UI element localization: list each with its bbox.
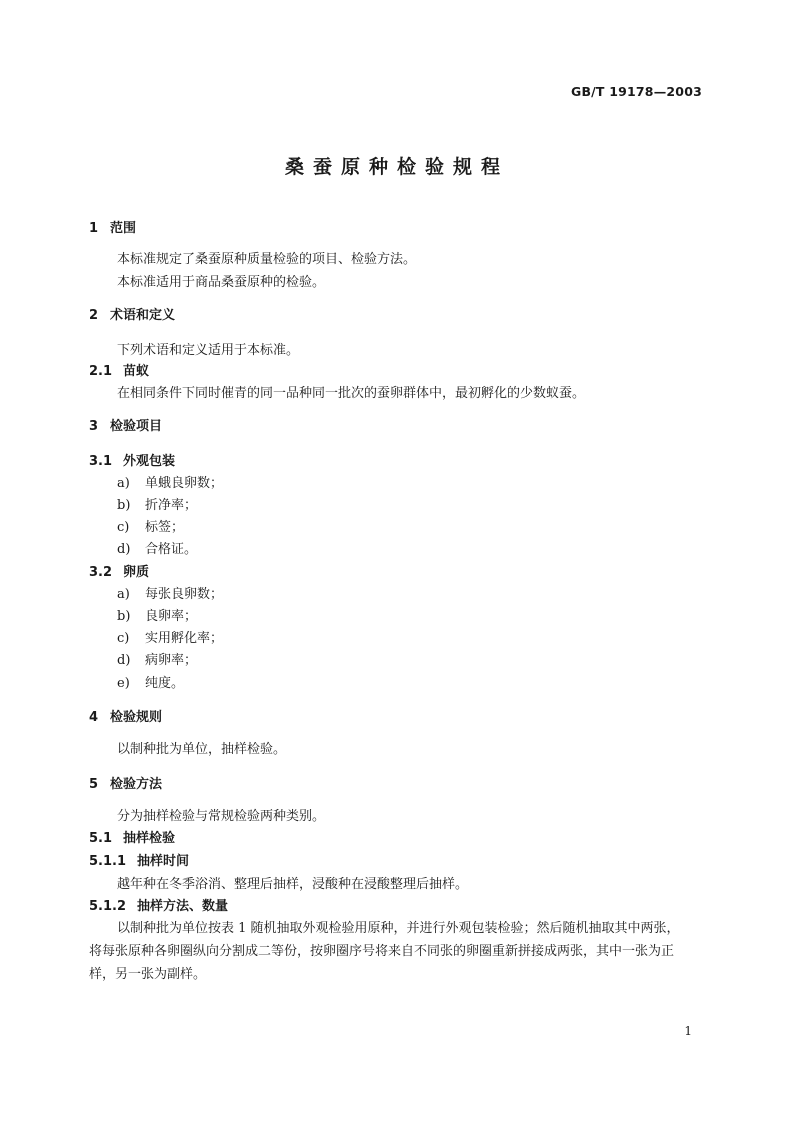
- section-5-heading: [89, 776, 162, 794]
- list-text: 纯度。: [145, 676, 185, 691]
- section-title: 检验方法: [110, 777, 163, 792]
- section-2-heading: [89, 307, 175, 325]
- section-2-1-heading: [89, 363, 149, 381]
- section-number: 5.1.1: [89, 854, 127, 869]
- list-item: [117, 475, 223, 493]
- list-text: 折净率；: [145, 498, 198, 513]
- paragraph-line: 将每张原种各卵圈纵向分割成二等份，按卵圈序号将来自不同张的卵圈重新拼接成两张，其中一张为正: [89, 944, 675, 959]
- section-number: 2: [89, 308, 99, 323]
- section-title: 抽样方法、数量: [137, 899, 229, 914]
- list-label: d): [117, 653, 131, 668]
- section-title: 外观包装: [123, 454, 176, 469]
- section-title: 苗蚁: [123, 364, 150, 379]
- list-text: 实用孵化率；: [145, 631, 224, 646]
- list-item: [117, 675, 184, 693]
- document-title: 桑蚕原种检验规程: [284, 156, 509, 178]
- section-3-1-heading: [89, 453, 175, 471]
- section-title: 检验规则: [110, 710, 163, 725]
- list-label: c): [117, 520, 130, 535]
- section-number: 1: [89, 221, 99, 236]
- section-title: 术语和定义: [110, 308, 176, 323]
- list-text: 标签；: [145, 520, 185, 535]
- list-label: a): [117, 476, 130, 491]
- section-5-1-2-heading: [89, 898, 228, 916]
- list-label: b): [117, 609, 131, 624]
- section-number: 4: [89, 710, 99, 725]
- paragraph: 以制种批为单位，抽样检验。: [117, 742, 287, 757]
- list-label: b): [117, 498, 131, 513]
- section-number: 3.2: [89, 565, 113, 580]
- section-3-heading: [89, 418, 162, 436]
- section-title: 抽样检验: [123, 831, 176, 846]
- list-item: [117, 652, 197, 670]
- section-number: 3.1: [89, 454, 113, 469]
- section-5-1-1-heading: [89, 853, 189, 871]
- section-5-1-heading: [89, 830, 175, 848]
- section-title: 抽样时间: [137, 854, 190, 869]
- section-3-2-heading: [89, 564, 149, 582]
- list-text: 每张良卵数；: [145, 587, 224, 602]
- section-number: 2.1: [89, 364, 113, 379]
- list-label: d): [117, 542, 131, 557]
- list-item: [117, 541, 197, 559]
- page-number: 1: [684, 1024, 692, 1038]
- paragraph: 下列术语和定义适用于本标准。: [117, 343, 300, 358]
- list-text: 合格证。: [145, 542, 198, 557]
- list-label: c): [117, 631, 130, 646]
- section-number: 5.1: [89, 831, 113, 846]
- section-number: 5.1.2: [89, 899, 127, 914]
- list-text: 良卵率；: [145, 609, 198, 624]
- paragraph-line: 以制种批为单位按表 1 随机抽取外观检验用原种，并进行外观包装检验；然后随机抽取其中两张，: [117, 921, 680, 936]
- list-text: 病卵率；: [145, 653, 198, 668]
- section-number: 5: [89, 777, 99, 792]
- section-number: 3: [89, 419, 99, 434]
- list-item: [117, 519, 184, 537]
- list-label: e): [117, 676, 130, 691]
- list-item: [117, 630, 223, 648]
- list-item: [117, 497, 197, 515]
- paragraph: 分为抽样检验与常规检验两种类别。: [117, 809, 326, 824]
- section-title: 卵质: [123, 565, 150, 580]
- list-item: [117, 608, 197, 626]
- section-title: 范围: [110, 221, 137, 236]
- section-title: 检验项目: [110, 419, 163, 434]
- section-1-heading: [89, 220, 136, 238]
- paragraph: 本标准适用于商品桑蚕原种的检验。: [117, 275, 326, 290]
- paragraph: 越年种在冬季浴消、整理后抽样，浸酸种在浸酸整理后抽样。: [117, 877, 469, 892]
- section-4-heading: [89, 709, 162, 727]
- paragraph: 本标准规定了桑蚕原种质量检验的项目、检验方法。: [117, 252, 417, 267]
- list-item: [117, 586, 223, 604]
- list-text: 单蛾良卵数；: [145, 476, 224, 491]
- list-label: a): [117, 587, 130, 602]
- paragraph-line: 样，另一张为副样。: [89, 967, 207, 982]
- standard-number: GB/T 19178—2003: [570, 84, 702, 99]
- paragraph: 在相同条件下同时催青的同一品种同一批次的蚕卵群体中，最初孵化的少数蚁蚕。: [117, 386, 586, 401]
